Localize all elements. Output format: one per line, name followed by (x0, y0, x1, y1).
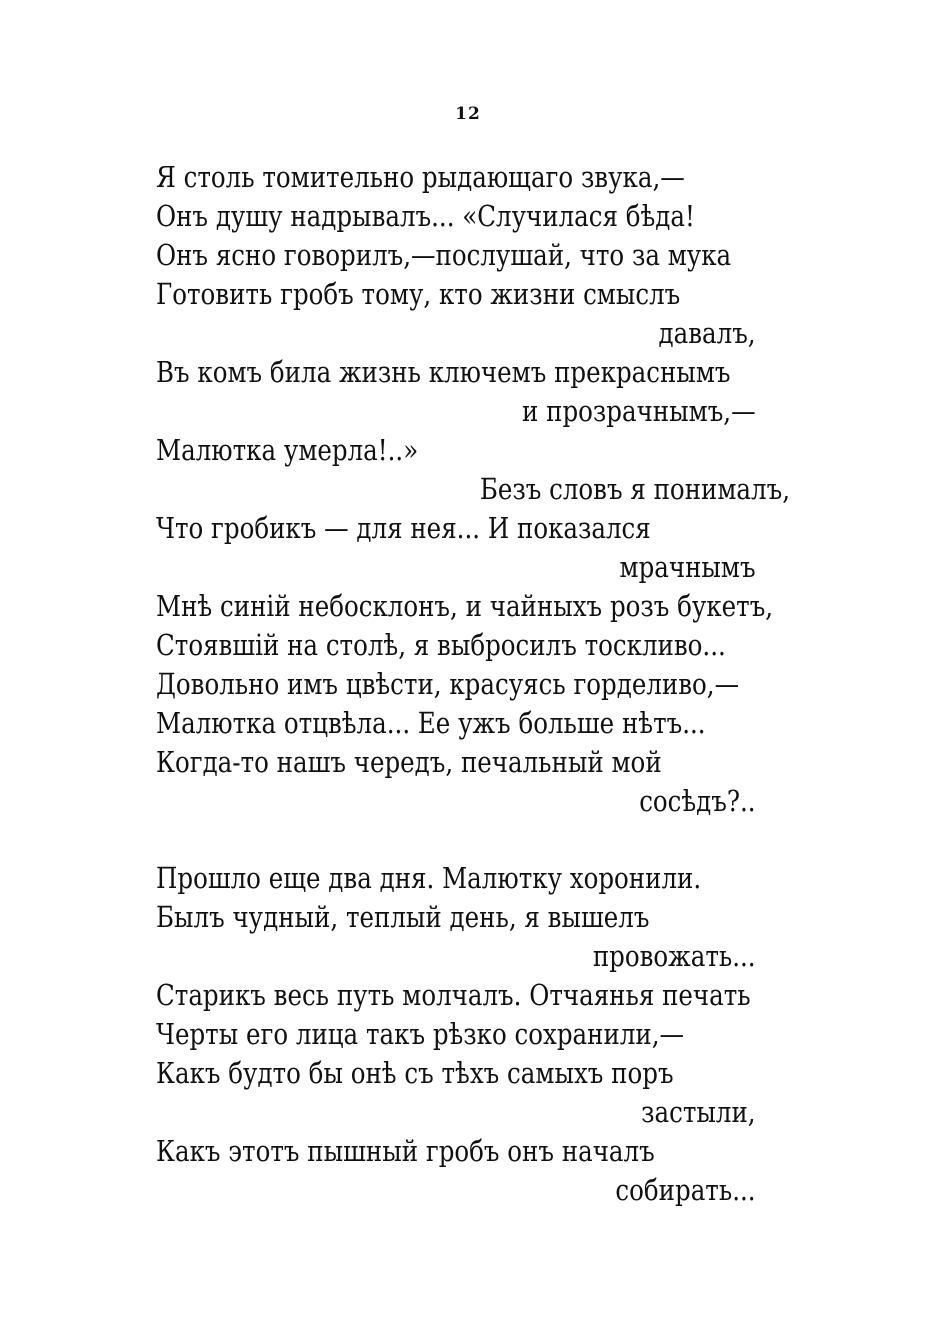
verse-line: Стоявшій на столѣ, я выбросилъ тоскливо... (156, 629, 726, 662)
verse-line: Въ комъ била жизнь ключемъ прекраснымъ (156, 356, 731, 389)
verse-line-continuation: провожать... (592, 940, 756, 973)
verse-line: Готовить гробъ тому, кто жизни смыслъ (156, 278, 681, 311)
verse-line: Я столь томительно рыдающаго звука,— (156, 161, 685, 194)
verse-line: Когда-то нашъ чередъ, печальный мой (156, 746, 662, 779)
verse-line: Какъ этотъ пышный гробъ онъ началъ (156, 1135, 655, 1168)
verse-line: Былъ чудный, теплый день, я вышелъ (156, 901, 650, 934)
poem-text (156, 158, 790, 1210)
stanza-2 (156, 859, 790, 1210)
verse-line: Мнѣ синій небосклонъ, и чайныхъ розъ букетъ, (156, 590, 774, 623)
verse-line: Малютка умерла!..» (156, 434, 419, 467)
verse-line: Малютка отцвѣла... Ее ужъ больше нѣтъ... (156, 707, 706, 740)
verse-line: Черты его лица такъ рѣзко сохранили,— (156, 1018, 685, 1051)
verse-line-continuation: давалъ, (658, 317, 756, 350)
verse-line: Что гробикъ — для нея... И показался (156, 512, 651, 545)
verse-line: Какъ будто бы онѣ съ тѣхъ самыхъ поръ (156, 1057, 674, 1090)
verse-line-continuation: и прозрачнымъ,— (522, 395, 756, 428)
verse-line: Онъ ясно говорилъ,—послушай, что за мука (156, 239, 732, 272)
verse-line: Прошло еще два дня. Малютку хоронили. (156, 862, 702, 895)
page-number: 12 (455, 104, 481, 124)
stanza-1 (156, 158, 790, 821)
verse-line-continuation: сосѣдъ?.. (639, 785, 756, 818)
stanza-gap (156, 821, 790, 859)
verse-line-continuation: Безъ словъ я понималъ, (479, 473, 790, 506)
verse-line: Старикъ весь путь молчалъ. Отчаянья печать (156, 979, 751, 1012)
verse-line: Довольно имъ цвѣсти, красуясь горделиво,— (156, 668, 740, 701)
verse-line-continuation: застыли, (641, 1096, 756, 1129)
verse-line-continuation: собирать... (615, 1174, 756, 1207)
verse-line-continuation: мрачнымъ (619, 551, 756, 584)
verse-line: Онъ душу надрывалъ... «Случилася бѣда! (156, 200, 695, 233)
